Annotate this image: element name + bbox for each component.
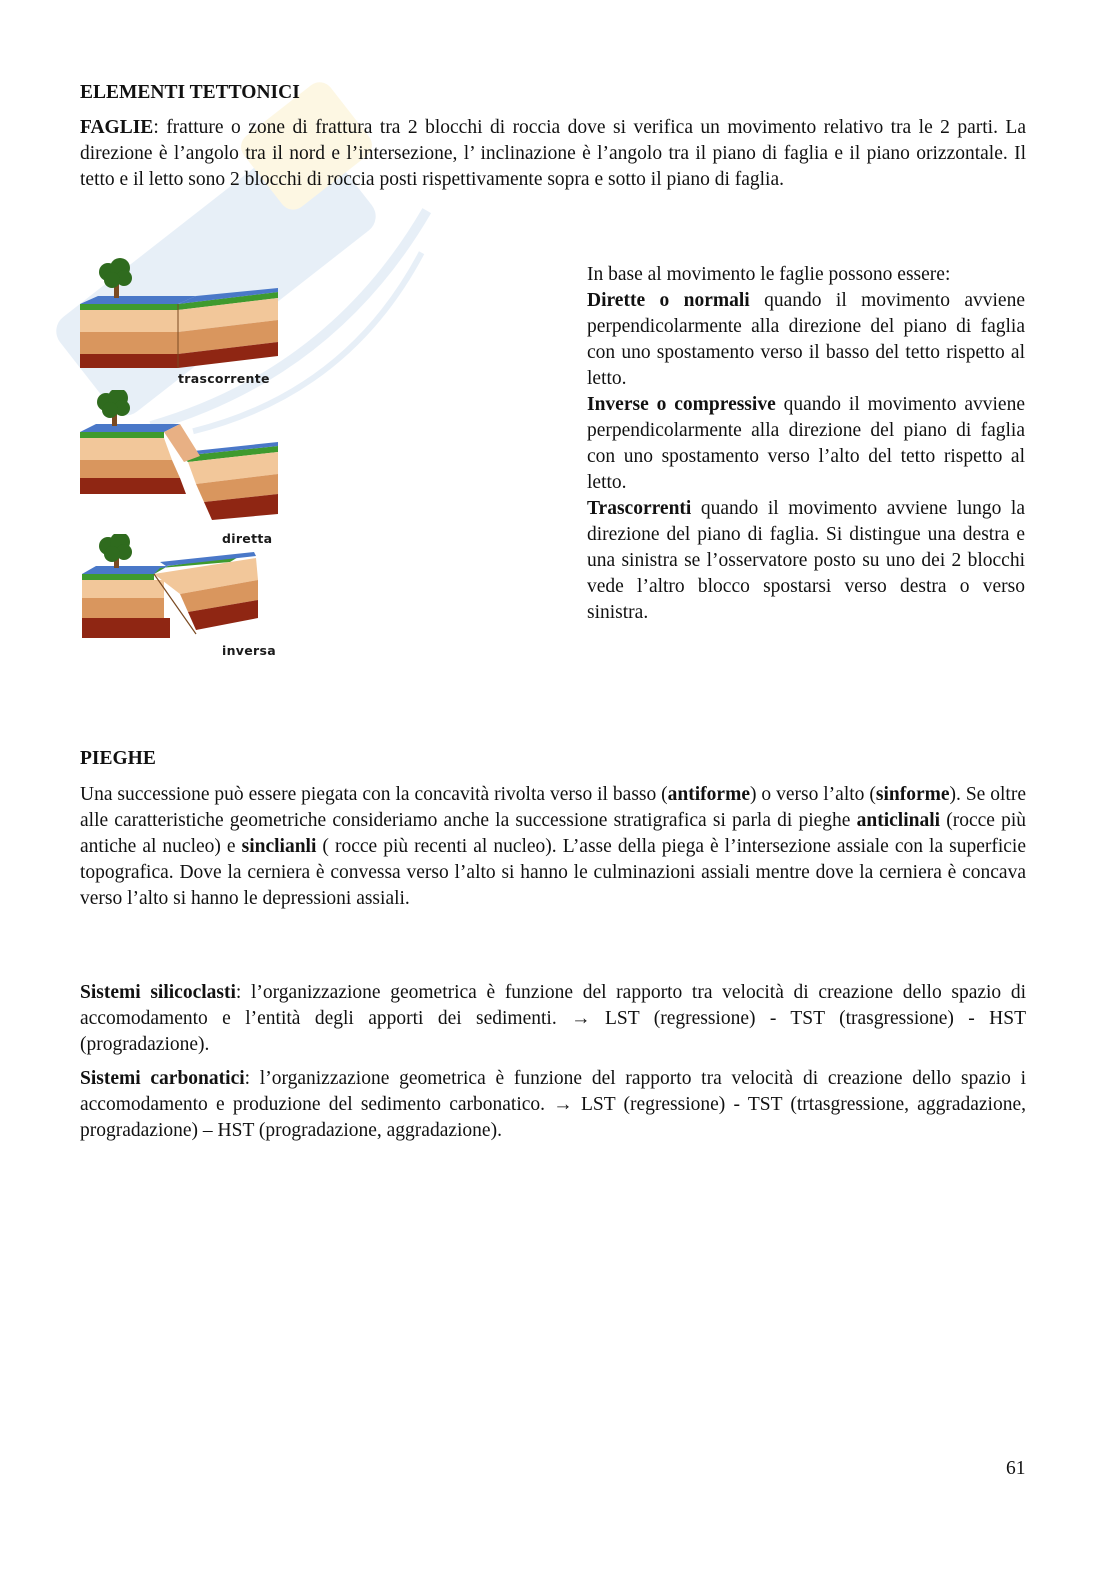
silicoclasti-sequence: LST (regressione) - TST (trasgressione) - HST (progradazione). xyxy=(80,1008,1026,1055)
section-heading-elementi: ELEMENTI TETTONICI xyxy=(80,82,300,103)
figure-label-inversa: inversa xyxy=(222,643,276,658)
dirette-text: quando il movimento avviene perpendicolarmente alla direzione del piano di faglia con uno spostamento verso il basso del tetto rispetto al letto. xyxy=(587,290,1025,389)
pieghe-text-2: ) o verso l’alto ( xyxy=(749,784,876,805)
term-antiforme: antiforme xyxy=(667,784,750,805)
paragraph-faglie xyxy=(80,115,1026,193)
paragraph-pieghe xyxy=(80,782,1026,912)
fault-types-column xyxy=(587,262,1025,626)
carbonatici-sequence: LST (regressione) - TST (trtasgressione, aggradazione, progradazione) – HST (progradazione, aggradazione). xyxy=(80,1094,1026,1141)
figure-label-diretta: diretta xyxy=(222,531,273,546)
term-inverse: Inverse o compressive xyxy=(587,394,776,415)
fault-type-inverse xyxy=(587,392,1025,496)
fault-diagram-diretta xyxy=(78,390,290,522)
paragraph-silicoclasti xyxy=(80,980,1026,1058)
pieghe-text-4: (rocce più antiche al nucleo) e xyxy=(80,810,1026,857)
fault-type-dirette xyxy=(587,288,1025,392)
pieghe-text-5: ( rocce più recenti al nucleo). L’asse della piega è l’intersezione assiale con la superficie topografica. Dove la cerniera è convessa verso l’alto si hanno le culminazioni assiali mentre dove la cerniera è concava verso l’alto si hanno le depressioni assiali. xyxy=(80,836,1027,909)
fault-diagram-trascorrente xyxy=(78,258,290,382)
silicoclasti-text: : l’organizzazione geometrica è funzione del rapporto tra velocità di creazione dello spazio di accomodamento e l’entità degli apporti dei sedimenti. xyxy=(80,982,1027,1029)
arrow-right-icon: → xyxy=(571,1008,591,1029)
term-sinclianli: sinclianli xyxy=(241,836,317,857)
term-sinforme: sinforme xyxy=(875,784,950,805)
figure-label-trascorrente: trascorrente xyxy=(178,371,270,386)
trascorrenti-text: quando il movimento avviene lungo la direzione del piano di faglia. Si distingue una destra e una sinistra se l’osservatore posto su uno dei 2 blocchi vede l’altro blocco spostarsi verso destra o verso sinistra. xyxy=(587,498,1025,623)
page-number: 61 xyxy=(1006,1458,1026,1479)
pieghe-text-3: ). Se oltre alle caratteristiche geometriche consideriamo anche la successione stratigrafica si parla di pieghe xyxy=(80,784,1026,831)
faglie-definition: : fratture o zone di frattura tra 2 blocchi di roccia dove si verifica un movimento relativo tra le 2 parti. La direzione è l’angolo tra il nord e l’intersezione, l’ inclinazione è l’angolo tra il piano di faglia e il piano orizzontale. Il tetto e il letto sono 2 blocchi di roccia posti rispettivamente sopra e sotto il piano di faglia. xyxy=(80,117,1026,190)
term-silicoclasti: Sistemi silicoclasti xyxy=(80,982,236,1003)
fault-diagram-inversa xyxy=(80,534,270,644)
term-anticlinali: anticlinali xyxy=(856,810,941,831)
term-faglie: FAGLIE xyxy=(80,117,154,138)
section-heading-pieghe: PIEGHE xyxy=(80,748,156,769)
fault-types-intro: In base al movimento le faglie possono essere: xyxy=(587,264,951,285)
carbonatici-text: : l’organizzazione geometrica è funzione del rapporto tra velocità di creazione dello spazio i accomodamento e produzione del sedimento carbonatico. xyxy=(80,1068,1026,1115)
fault-type-trascorrenti xyxy=(587,496,1025,626)
term-carbonatici: Sistemi carbonatici xyxy=(80,1068,245,1089)
arrow-right-icon: → xyxy=(553,1094,573,1115)
pieghe-text-1: Una successione può essere piegata con la concavità rivolta verso il basso ( xyxy=(80,784,668,805)
term-dirette: Dirette o normali xyxy=(587,290,750,311)
term-trascorrenti: Trascorrenti xyxy=(587,498,692,519)
inverse-text: quando il movimento avviene perpendicolarmente alla direzione del piano di faglia con uno spostamento verso l’alto del tetto rispetto al letto. xyxy=(587,394,1025,493)
paragraph-carbonatici xyxy=(80,1066,1026,1144)
